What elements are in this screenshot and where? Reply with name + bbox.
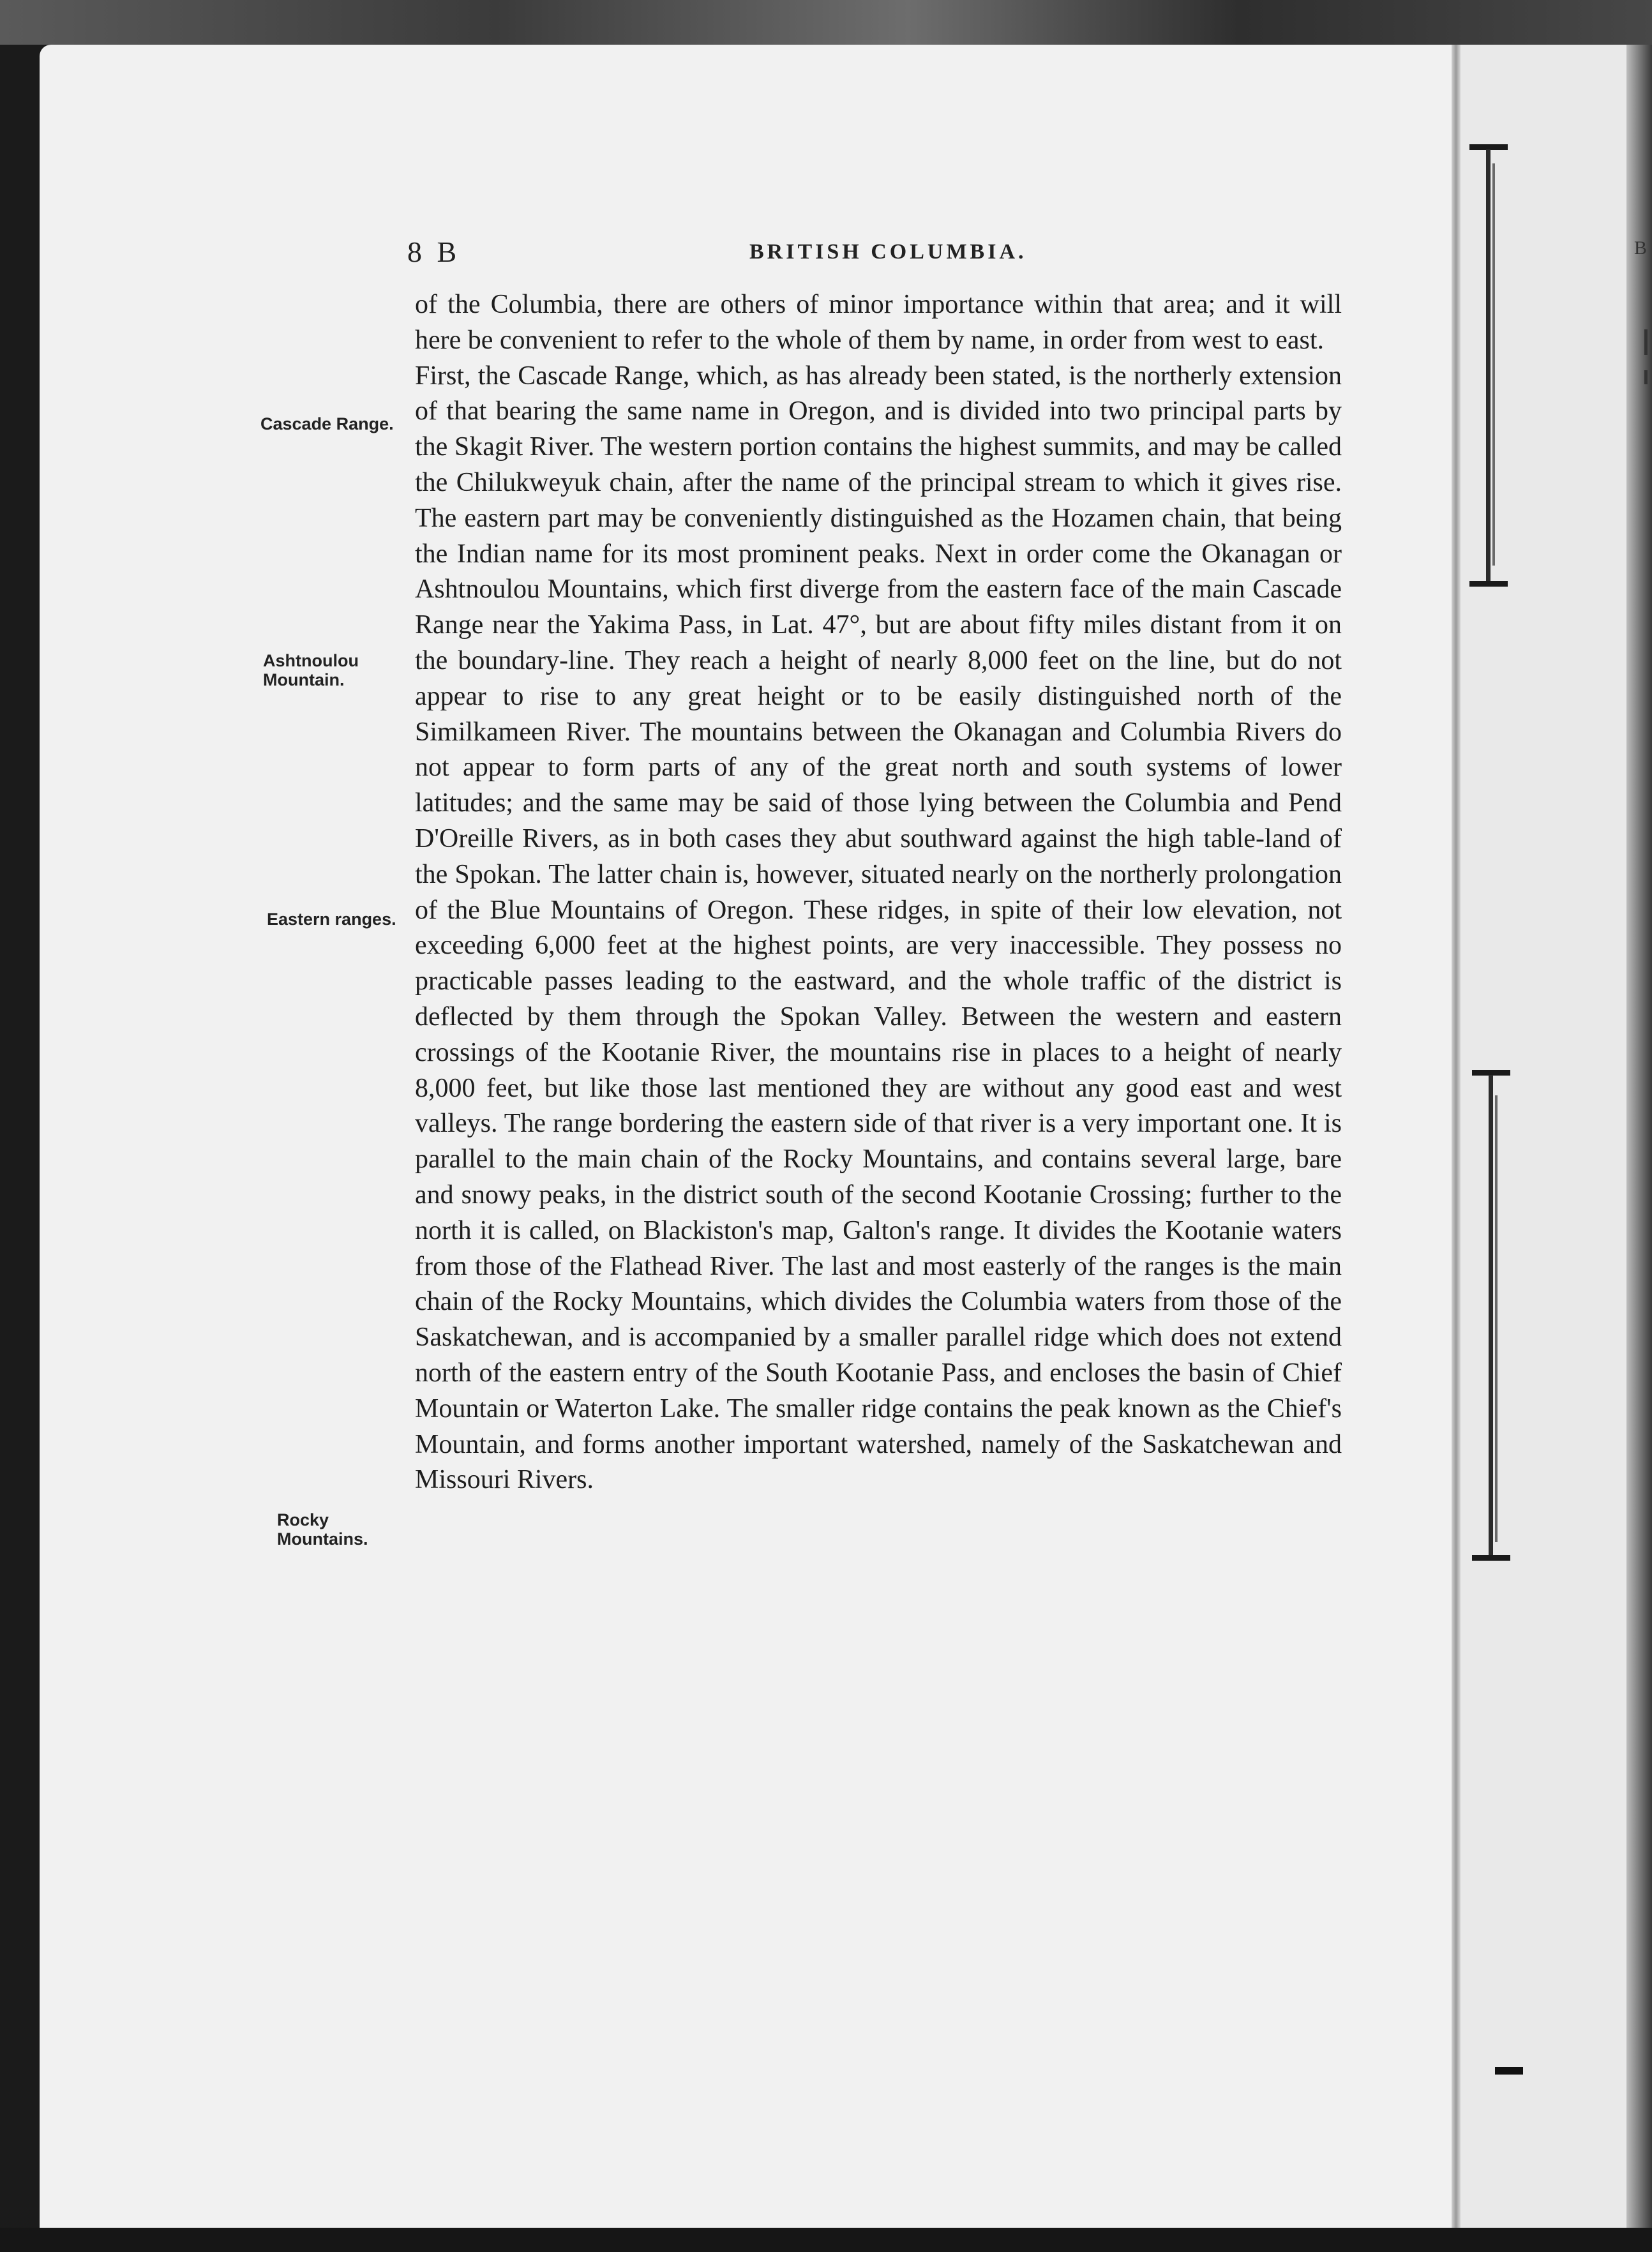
scan-top-border [0, 0, 1652, 45]
binding-clip-upper [1469, 144, 1508, 587]
facing-page-tick [1644, 329, 1648, 355]
margin-note-ashtnoulou-mountain: Ashtnoulou Mountain. [263, 651, 359, 689]
scan-bottom-border [0, 2228, 1652, 2252]
facing-page-tick [1644, 370, 1648, 384]
body-text [415, 287, 1342, 1498]
page-number: 8 B [407, 236, 461, 268]
facing-page-shadow [1626, 45, 1652, 2228]
margin-note-eastern-ranges: Eastern ranges. [267, 910, 396, 929]
paragraph: of the Columbia, there are others of minor importance within that area; and it will here be convenient to refer to the whole of them by name, in order from west to east. [415, 290, 1342, 355]
running-title: BRITISH COLUMBIA. [749, 240, 1027, 264]
paragraph: First, the Cascade Range, which, as has already been stated, is the northerly extension of that bearing the same name in Oregon, and is divided into two principal parts by the Skagit River. The western portion contains the highest summits, and may be called the Chilukweyuk chain, after the name of the principal stream to which it gives rise. The eastern part may be conveniently distinguished as the Hozamen chain, that being the Indian name for its most prominent peaks. Next in order come the Okanagan or Ashtnoulou Mountains, which first diverge from the eastern face of the main Cascade Range near the Yakima Pass, in Lat. 47°, but are about fifty miles distant from it on the boundary-line. They reach a height of nearly 8,000 feet on the line, but do not appear to rise to any great height or to be easily distinguished north of the Similkameen River. The mountains between the Okanagan and Columbia Rivers do not appear to form parts of any of the great north and south systems of lower latitudes; and the same may be said of those lying between the Columbia and Pend D'Oreille Rivers, as in both cases they abut southward against the high table-land of the Spokan. The latter chain is, however, situated nearly on the northerly prolongation of the Blue Mountains of Oregon. These ridges, in spite of their low elevation, not exceeding 6,000 feet at the highest points, are very inaccessible. They possess no practicable passes leading to the eastward, and the whole traffic of the district is deflected by them through the Spokan Valley. Between the western and eastern crossings of the Kootanie River, the mountains rise in places to a height of nearly 8,000 feet, but like those last mentioned they are without any good east and west valleys. The range bordering the eastern side of that river is a very important one. It is parallel to the main chain of the Rocky Mountains, and contains several large, bare and snowy peaks, in the district south of the second Kootanie Crossing; further to the north it is called, on Blackiston's map, Galton's range. It divides the Kootanie waters from those of the Flathead River. The last and most easterly of the ranges is the main chain of the Rocky Mountains, which divides the Columbia waters from those of the Saskatchewan, and is accompanied by a smaller parallel ridge which does not extend north of the eastern entry of the South Kootanie Pass, and encloses the basin of Chief Mountain or Waterton Lake. The smaller ridge contains the peak known as the Chief's Mountain, and forms another important watershed, namely of the Saskatchewan and Missouri Rivers. [415, 361, 1342, 1495]
facing-page-letter: B [1634, 237, 1648, 259]
running-head [0, 235, 1652, 273]
binding-stub [1495, 2067, 1523, 2075]
binding-clip-lower [1472, 1070, 1510, 1560]
book-gutter [1452, 45, 1461, 2228]
margin-note-cascade-range: Cascade Range. [260, 414, 394, 433]
margin-note-rocky-mountains: Rocky Mountains. [277, 1510, 368, 1549]
